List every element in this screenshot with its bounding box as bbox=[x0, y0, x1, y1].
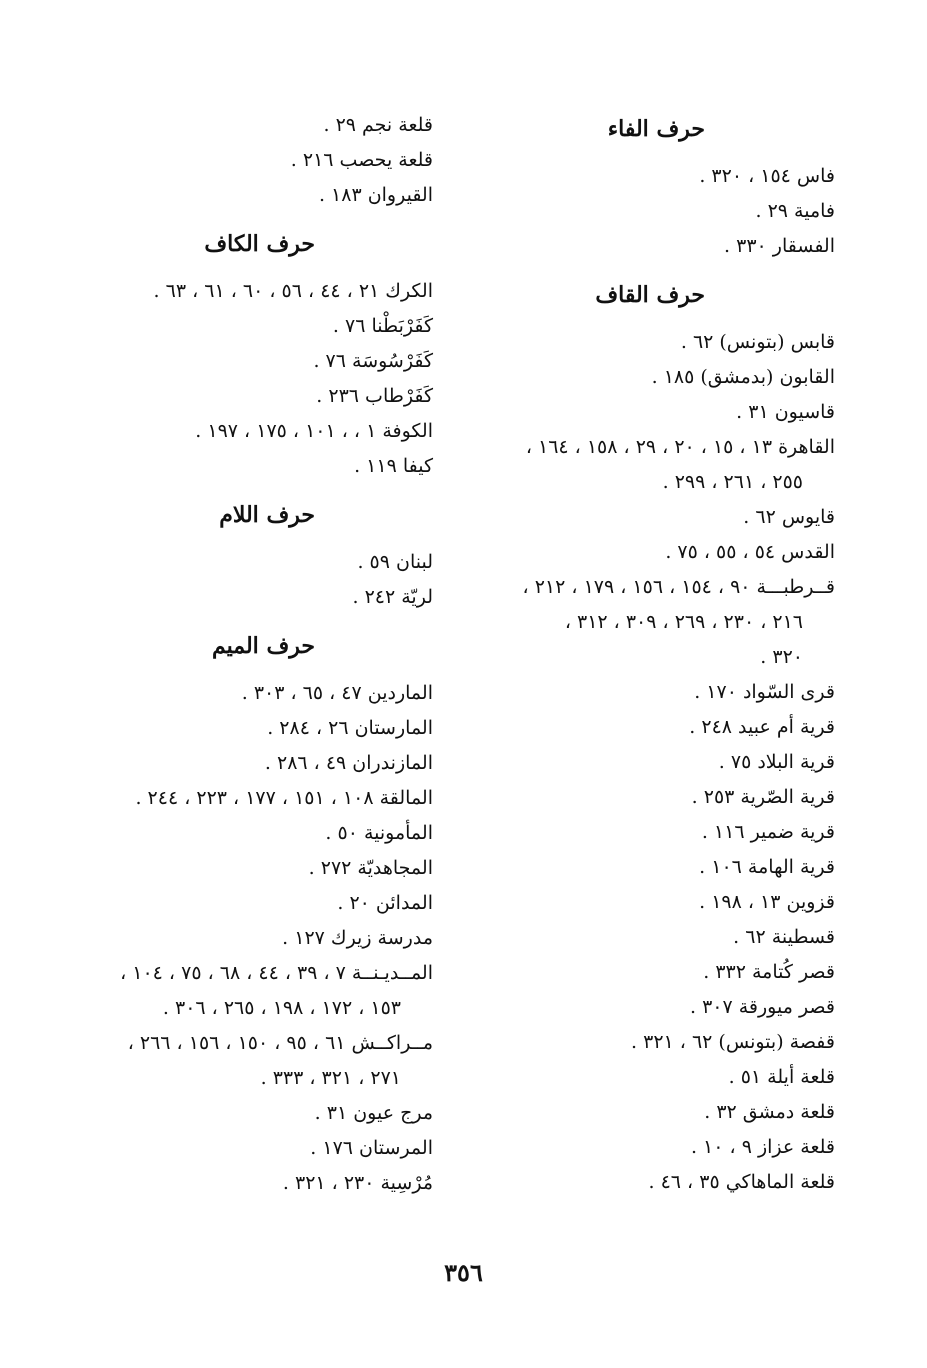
index-entry: كَفَرْطاب ٢٣٦ . bbox=[316, 385, 433, 407]
index-entry: المرستان ١٧٦ . bbox=[310, 1137, 433, 1159]
index-entry: قابس (بتونس) ٦٢ . bbox=[680, 331, 835, 353]
index-entry: الكوفة ١ ، ، ١٠١ ، ١٧٥ ، ١٩٧ . bbox=[195, 420, 433, 442]
index-entry: قايوس ٦٢ . bbox=[743, 506, 835, 528]
index-entry: قفصة (بتونس) ٦٢ ، ٣٢١ . bbox=[631, 1031, 835, 1053]
section-qaf bbox=[485, 278, 835, 1200]
section-lam bbox=[83, 498, 433, 615]
index-entry: قلعة دمشق ٣٢ . bbox=[704, 1101, 835, 1123]
index-entry: المــديـنــة ٧ ، ٣٩ ، ٤٤ ، ٦٨ ، ٧٥ ، ١٠٤ ، bbox=[120, 962, 433, 984]
index-entry-continuation: ١٥٣ ، ١٧٢ ، ١٩٨ ، ٢٦٥ ، ٣٠٦ . bbox=[162, 997, 401, 1019]
index-entry: القيروان ١٨٣ . bbox=[318, 184, 433, 206]
index-entry: المأمونية ٥٠ . bbox=[325, 822, 433, 844]
index-entry: الكرك ٢١ ، ٤٤ ، ٥٦ ، ٦٠ ، ٦١ ، ٦٣ . bbox=[153, 280, 433, 302]
right-column bbox=[485, 108, 835, 1214]
section-fa bbox=[485, 112, 835, 264]
index-entry: قرية البلاد ٧٥ . bbox=[718, 751, 835, 773]
index-entry: قــرطبـــة ٩٠ ، ١٥٤ ، ١٥٦ ، ١٧٩ ، ٢١٢ ، bbox=[522, 576, 835, 598]
index-entry: الماردين ٤٧ ، ٦٥ ، ٣٠٣ . bbox=[241, 682, 433, 704]
index-entry: كَفَرْبَطْنا ٧٦ . bbox=[332, 315, 433, 337]
index-entry: كيفا ١١٩ . bbox=[354, 455, 433, 477]
left-column bbox=[83, 108, 433, 1215]
index-entry: لريّة ٢٤٢ . bbox=[352, 586, 433, 608]
index-entry: قرية أم عبيد ٢٤٨ . bbox=[689, 716, 835, 738]
index-entry: قرى السّواد ١٧٠ . bbox=[694, 681, 835, 703]
index-entry-continuation: ٢٥٥ ، ٢٦١ ، ٢٩٩ . bbox=[662, 471, 803, 493]
index-entry: فامية ٢٩ . bbox=[755, 200, 835, 222]
index-entry: القاهرة ١٣ ، ١٥ ، ٢٠ ، ٢٩ ، ١٥٨ ، ١٦٤ ، bbox=[525, 436, 835, 458]
index-entry: قلعة أيلة ٥١ . bbox=[728, 1066, 835, 1088]
index-entry-continuation: ٢٧١ ، ٣٢١ ، ٣٣٣ . bbox=[260, 1067, 401, 1089]
section-qaf-continued bbox=[83, 108, 433, 213]
index-entry: لبنان ٥٩ . bbox=[357, 551, 433, 573]
index-entry-continuation: ٢١٦ ، ٢٣٠ ، ٢٦٩ ، ٣٠٩ ، ٣١٢ ، bbox=[564, 611, 803, 633]
index-entry: المالقة ١٠٨ ، ١٥١ ، ١٧٧ ، ٢٢٣ ، ٢٤٤ . bbox=[135, 787, 433, 809]
index-entry: قرية ضمير ١١٦ . bbox=[701, 821, 835, 843]
index-entry: مُرْسِية ٢٣٠ ، ٣٢١ . bbox=[282, 1172, 433, 1194]
section-heading: حرف اللام bbox=[219, 502, 315, 528]
index-entry: الفسقار ٣٣٠ . bbox=[724, 235, 835, 257]
index-entry: المارستان ٢٦ ، ٢٨٤ . bbox=[267, 717, 433, 739]
index-entry: المازندران ٤٩ ، ٢٨٦ . bbox=[264, 752, 433, 774]
index-entry: قرية الصّرية ٢٥٣ . bbox=[691, 786, 835, 808]
index-entry-continuation: ٣٢٠ . bbox=[760, 646, 803, 668]
section-heading: حرف الفاء bbox=[607, 116, 705, 142]
index-entry: قزوين ١٣ ، ١٩٨ . bbox=[699, 891, 835, 913]
index-entry: قلعة عزاز ٩ ، ١٠ . bbox=[690, 1136, 835, 1158]
index-entry: قصر كُتامة ٣٣٢ . bbox=[703, 961, 835, 983]
index-entry: مدرسة زيرك ١٢٧ . bbox=[282, 927, 433, 949]
index-entry: المدائن ٢٠ . bbox=[337, 892, 433, 914]
index-entry: القابون (بدمشق) ١٨٥ . bbox=[651, 366, 835, 388]
index-entry: المجاهديّة ٢٧٢ . bbox=[308, 857, 433, 879]
index-entry: فاس ١٥٤ ، ٣٢٠ . bbox=[699, 165, 835, 187]
index-entry: قلعة نجم ٢٩ . bbox=[323, 114, 433, 136]
section-heading: حرف الكاف bbox=[204, 231, 315, 257]
index-entry: مــراكــش ٦١ ، ٩٥ ، ١٥٠ ، ١٥٦ ، ٢٦٦ ، bbox=[127, 1032, 433, 1054]
index-entry: قرية الهامة ١٠٦ . bbox=[699, 856, 835, 878]
section-heading: حرف القاف bbox=[595, 282, 705, 308]
section-kaf bbox=[83, 227, 433, 484]
index-entry: قلعة يحصب ٢١٦ . bbox=[290, 149, 433, 171]
index-entry: قلعة الماهاكي ٣٥ ، ٤٦ . bbox=[648, 1171, 835, 1193]
index-entry: قاسيون ٣١ . bbox=[736, 401, 835, 423]
page-number: ٣٥٦ bbox=[444, 1258, 483, 1287]
index-entry: مرج عيون ٣١ . bbox=[314, 1102, 433, 1124]
index-entry: قسطينة ٦٢ . bbox=[733, 926, 835, 948]
section-heading: حرف الميم bbox=[211, 633, 315, 659]
section-mim bbox=[83, 629, 433, 1201]
index-entry: القدس ٥٤ ، ٥٥ ، ٧٥ . bbox=[665, 541, 835, 563]
index-entry: كَفَرْسُوسَة ٧٦ . bbox=[313, 350, 433, 372]
index-entry: قصر ميورقة ٣٠٧ . bbox=[689, 996, 835, 1018]
